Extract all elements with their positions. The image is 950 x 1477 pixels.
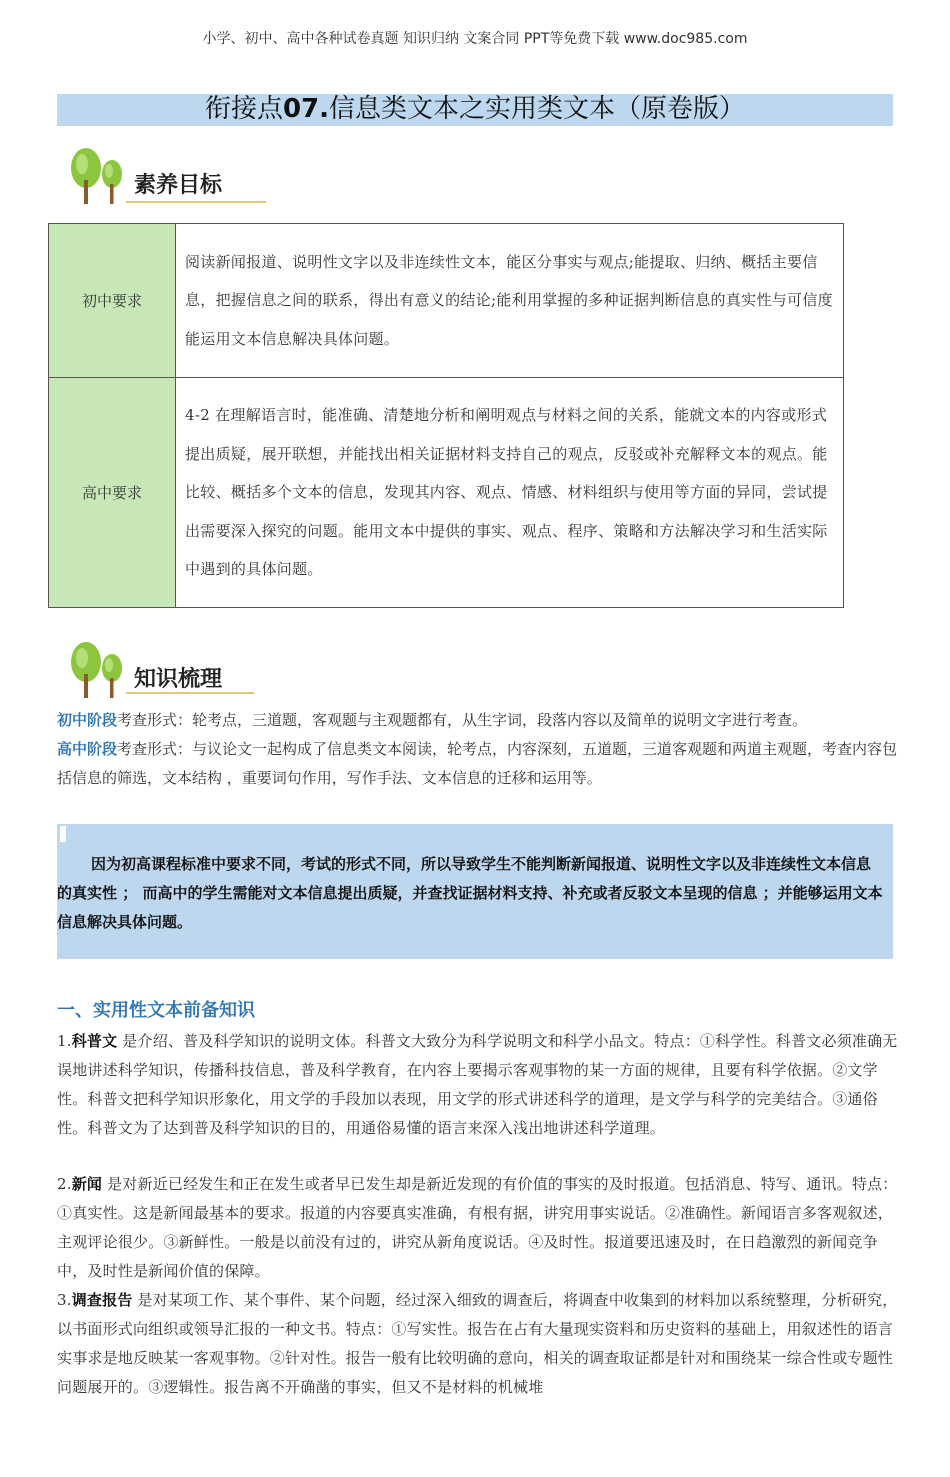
section-knowledge-label: 知识梳理 <box>134 667 223 692</box>
requirement-label: 高中要求 <box>49 378 176 608</box>
section-one-title: 一、实用性文本前备知识 <box>57 1000 255 1021</box>
list-item <box>57 1027 905 1143</box>
table-row <box>49 224 844 378</box>
tree-icon <box>66 146 130 206</box>
item-term: 调查报告 <box>71 1291 133 1309</box>
item-text: 是对某项工作、某个事件、某个问题，经过深入细致的调查后，将调查中收集到的材料加以系统整理，分析研究，以书面形式向组织或领导汇报的一种文书。特点：①写实性。报告在占有大量现实资料和历史资料的基础上，用叙述性的语言实事求是地反映某一客观事物。②针对性。报告一般有比较明确的意向，相关的调查取证都是针对和围绕某一综合性或专题性问题展开的。③逻辑性。报告离不开确凿的事实，但又不是材料的机械堆 <box>57 1291 898 1396</box>
stage-junior <box>57 706 902 735</box>
stage-senior <box>57 735 902 793</box>
page-title <box>0 94 950 124</box>
title-number: 07. <box>282 94 330 124</box>
note-marker <box>60 826 66 842</box>
stage-text: 考查形式：轮考点，三道题，客观题与主观题都有，从生字词，段落内容以及简单的说明文字进行考查。 <box>117 711 808 729</box>
section-knowledge-badge <box>66 640 223 704</box>
item-number: 3. <box>57 1291 72 1309</box>
requirement-label: 初中要求 <box>49 224 176 378</box>
list-item <box>57 1286 905 1402</box>
note-text: 因为初高课程标准中要求不同，考试的形式不同，所以导致学生不能判断新闻报道、说明性文字以及非连续性文本信息的真实性 ； 而高中的学生需能对文本信息提出质疑，并查找证据材料支持、补充或者反驳文本呈现的信息 ；并能够运用文本信息解决具体问题。 <box>57 855 883 931</box>
item-number: 1. <box>57 1032 72 1050</box>
stage-highlight: 初中阶段 <box>57 711 118 729</box>
item-number: 2. <box>57 1175 72 1193</box>
site-header: 小学、初中、高中各种试卷真题 知识归纳 文案合同 PPT等免费下载 www.doc985.com <box>202 31 748 47</box>
item-term: 新闻 <box>71 1175 103 1193</box>
list-item <box>57 1170 905 1286</box>
item-term: 科普文 <box>71 1032 118 1050</box>
stage-highlight: 高中阶段 <box>57 740 118 758</box>
stage-text: 考查形式：与议论文一起构成了信息类文本阅读，轮考点，内容深刻，五道题，三道客观题和两道主观题，考查内容包括信息的筛选，文本结构 ，重要词句作用，写作手法、文本信息的迁移和运用等。 <box>57 740 898 787</box>
section-goals-label: 素养目标 <box>134 173 223 198</box>
section-goals-badge <box>66 146 223 210</box>
tree-icon <box>66 640 130 700</box>
item-text: 是介绍、普及科学知识的说明文体。科普文大致分为科学说明文和科学小品文。特点：①科学性。科普文必须准确无误地讲述科学知识，传播科技信息，普及科学教育，在内容上要揭示客观事物的某一方面的规律，且要有科学依据。②文学性。科普文把科学知识形象化，用文学的手段加以表现，用文学的形式讲述科学的道理，是文学与科学的完美结合。③通俗性。科普文为了达到普及科学知识的目的，用通俗易懂的语言来深入浅出地讲述科学道理。 <box>57 1032 898 1137</box>
table-row <box>49 378 844 608</box>
section-underline <box>126 201 266 203</box>
item-text: 是对新近已经发生和正在发生或者早已发生却是新近发现的有价值的事实的及时报道。包括消息、特写、通讯。特点：①真实性。这是新闻最基本的要求。报道的内容要真实准确，有根有据，讲究用事实说话。②准确性。新闻语言多客观叙述，主观评论很少。③新鲜性。一般是以前没有过的，讲究从新角度说话。④及时性。报道要迅速及时，在日趋激烈的新闻竞争中，及时性是新闻价值的保障。 <box>57 1175 898 1280</box>
title-prefix: 衔接点 <box>204 94 283 124</box>
requirement-text: 阅读新闻报道、说明性文字以及非连续性文本，能区分事实与观点;能提取、归纳、概括主要信息，把握信息之间的联系，得出有意义的结论;能利用掌握的多种证据判断信息的真实性与可信度能运用文本信息解决具体问题。 <box>176 224 844 378</box>
section-underline <box>126 692 254 694</box>
requirements-table <box>48 223 844 608</box>
title-suffix: 信息类文本之实用类文本（原卷版） <box>329 94 746 124</box>
requirement-text: 4-2 在理解语言时，能准确、清楚地分析和阐明观点与材料之间的关系，能就文本的内容或形式提出质疑，展开联想，并能找出相关证据材料支持自己的观点，反驳或补充解释文本的观点。能比较、概括多个文本的信息，发现其内容、观点、情感、材料组织与使用等方面的异同，尝试提出需要深入探究的问题。能用文本中提供的事实、观点、程序、策略和方法解决学习和生活实际中遇到的具体问题。 <box>176 378 844 608</box>
